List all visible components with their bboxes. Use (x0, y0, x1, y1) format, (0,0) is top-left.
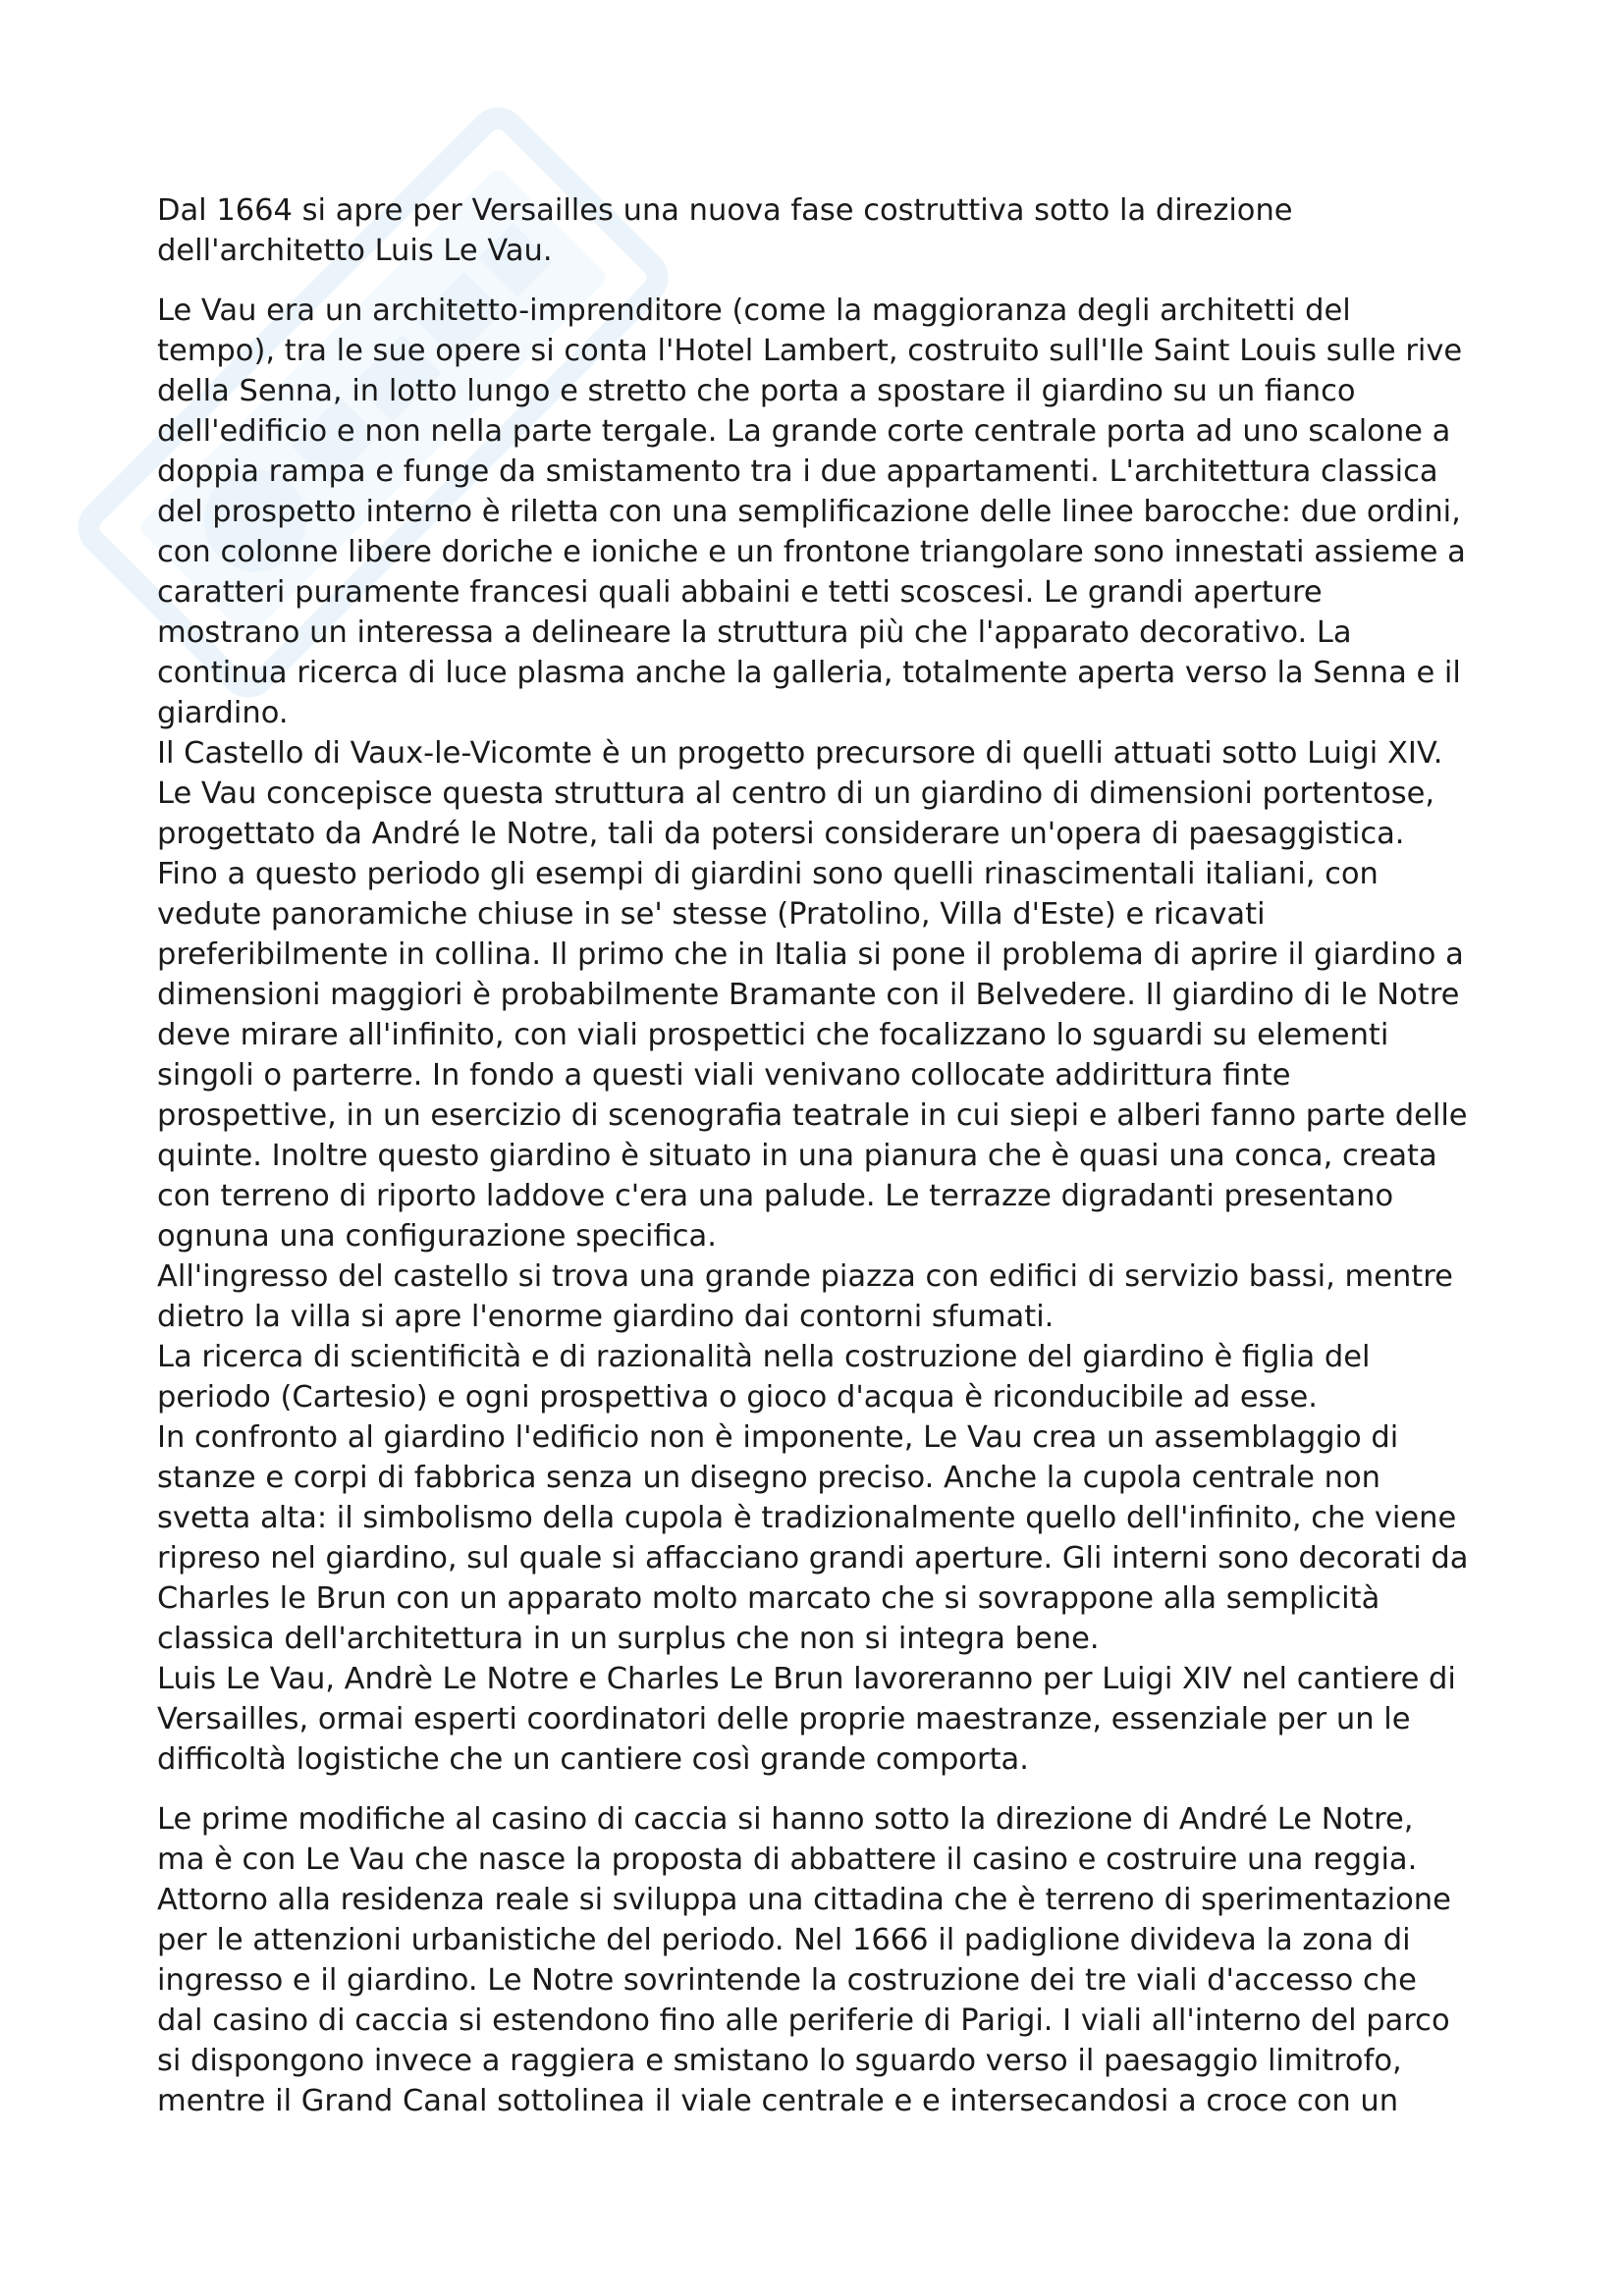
paragraph-gap (157, 1780, 1492, 1799)
paragraph-intro: Dal 1664 si apre per Versailles una nuova fase costruttiva sotto la direzione dell'architetto Luis Le Vau. (157, 193, 1293, 268)
document-page (157, 190, 1492, 2121)
paragraph-le-vau: Le Vau era un architetto-imprenditore (come la maggioranza degli architetti del tempo), tra le sue opere si conta l'Hotel Lambert, costruito sull'Ile Saint Louis sulle rive della Senna, in lotto lungo e stretto che porta a spostare il giardino su un fianco dell'edificio e non nella parte tergale. La grande corte centrale porta ad uno scalone a doppia rampa e funge da smistamento tra i due appartamenti. L'architettura classica del prospetto interno è riletta con una semplificazione delle linee barocche: due ordini, con colonne libere doriche e ioniche e un frontone triangolare sono innestati assieme a caratteri puramente francesi quali abbaini e tetti scoscesi. Le grandi aperture mostrano un interessa a delineare la struttura più che l'apparato decorativo. La continua ricerca di luce plasma anche la galleria, totalmente aperta verso la Senna e il giardino. Il Castello di Vaux-le-Vicomte è un progetto precursore di quelli attuati sotto Luigi XIV. Le Vau concepisce questa struttura al centro di un giardino di dimensioni portentose, progettato da André le Notre, tali da potersi considerare un'opera di paesaggistica. Fino a questo periodo gli esempi di giardini sono quelli rinascimentali italiani, con vedute panoramiche chiuse in se' stesse (Pratolino, Villa d'Este) e ricavati preferibilmente in collina. Il primo che in Italia si pone il problema di aprire il giardino a dimensioni maggiori è probabilmente Bramante con il Belvedere. Il giardino di le Notre deve mirare all'infinito, con viali prospettici che focalizzano lo sguardi su elementi singoli o parterre. In fondo a questi viali venivano collocate addirittura finte prospettive, in un esercizio di scenografia teatrale in cui siepi e alberi fanno parte delle quinte. Inoltre questo giardino è situato in una pianura che è quasi una conca, creata con terreno di riporto laddove c'era una palude. Le terrazze digradanti presentano ognuna una configurazione specifica. All'ingresso del castello si trova una grande piazza con edifici di servizio bassi, mentre dietro la villa si apre l'enorme giardino dai contorni sfumati. La ricerca di scientificità e di razionalità nella costruzione del giardino è figlia del periodo (Cartesio) e ogni prospettiva o gioco d'acqua è riconducibile ad esse. In confronto al giardino l'edificio non è imponente, Le Vau crea un assemblaggio di stanze e corpi di fabbrica senza un disegno preciso. Anche la cupola centrale non svetta alta: il simbolismo della cupola è tradizionalmente quello dell'infinito, che viene ripreso nel giardino, sul quale si affacciano grandi aperture. Gli interni sono decorati da Charles le Brun con un apparato molto marcato che si sovrappone alla semplicità classica dell'architettura in un surplus che non si integra bene. Luis Le Vau, Andrè Le Notre e Charles Le Brun lavoreranno per Luigi XIV nel cantiere di Versailles, ormai esperti coordinatori delle proprie maestranze, essenziale per un le difficoltà logistiche che un cantiere così grande comporta. (157, 294, 1469, 1777)
paragraph-gap (157, 271, 1492, 291)
paragraph-casino-di-caccia: Le prime modifiche al casino di caccia si hanno sotto la direzione di André Le Notre, ma è con Le Vau che nasce la proposta di abbattere il casino e costruire una reggia. Attorno alla residenza reale si sviluppa una cittadina che è terreno di sperimentazione per le attenzioni urbanistiche del periodo. Nel 1666 il padiglione divideva la zona di ingresso e il giardino. Le Notre sovrintende la costruzione dei tre viali d'accesso che dal casino di caccia si estendono fino alle periferie di Parigi. I viali all'interno del parco si dispongono invece a raggiera e smistano lo sguardo verso il paesaggio limitrofo, mentre il Grand Canal sottolinea il viale centrale e e intersecandosi a croce con un (157, 1802, 1451, 2118)
